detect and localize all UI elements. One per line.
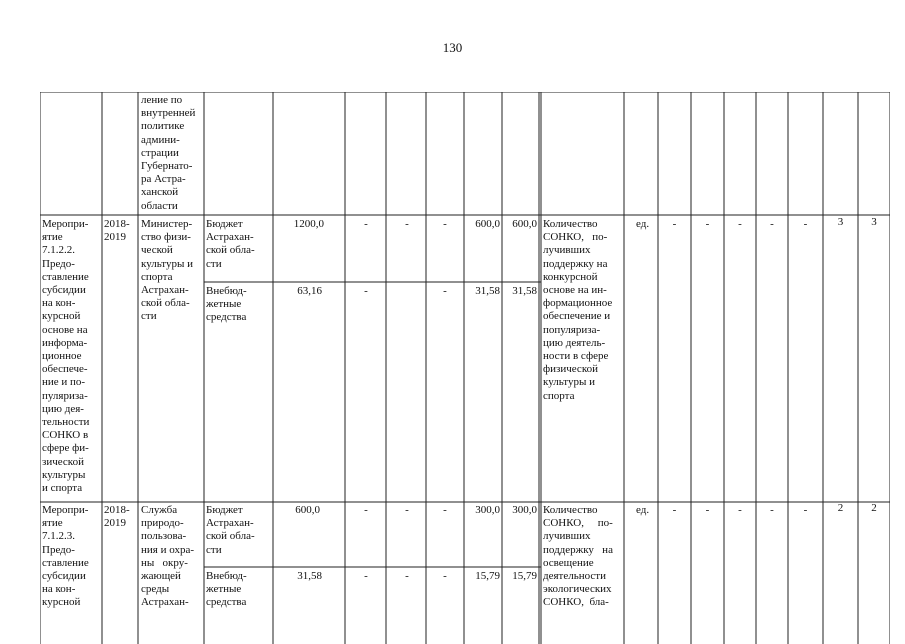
row2-value-2018: 2 — [837, 502, 844, 514]
row2-measure-name: Меропри- ятие 7.1.2.3. Предо- ставление субсидии на кон- курсной — [42, 504, 89, 609]
row1-extra-2019: 31,58 — [512, 285, 537, 297]
row1-measure-name: Меропри- ятие 7.1.2.2. Предо- ставление субсидии на кон- курсной основе на информа- ционное обеспече- ние и по- пуляриза- цию дея- тельности СОНКО в сфере фи- зической культуры и спорта — [42, 218, 90, 495]
row2-indicator-cell-4: - — [770, 504, 774, 516]
row1-budget-cell-1: - — [364, 218, 368, 230]
row1-indicator-cell-3: - — [738, 218, 742, 230]
row1-indicator-cell-4: - — [770, 218, 774, 230]
row2-indicator-cell-1: - — [672, 504, 677, 516]
row2-budget-source: Бюджет Астрахан- ской обла- сти — [206, 504, 255, 556]
row2-budget-cell-3: - — [443, 504, 447, 516]
program-table — [40, 92, 890, 644]
row1-extra-cell-1: - — [364, 285, 368, 297]
row2-extra-cell-2: - — [405, 570, 409, 582]
page-number: 130 — [442, 40, 463, 55]
row2-unit: ед. — [636, 504, 650, 516]
row1-budget-2018: 600,0 — [475, 218, 500, 230]
row1-budget-total: 1200,0 — [293, 218, 324, 230]
row1-value-2018: 3 — [837, 216, 844, 228]
row1-value-2019: 3 — [871, 216, 877, 228]
row1-extra-total: 63,16 — [297, 285, 322, 297]
row2-indicator-cell-3: - — [738, 504, 742, 516]
row2-budget-cell-2: - — [405, 504, 409, 516]
row1-indicator-cell-5: - — [803, 218, 808, 230]
row1-extra-cell-3: - — [443, 285, 447, 297]
row2-extra-cell-1: - — [364, 570, 368, 582]
row1-budget-source: Бюджет Астрахан- ской обла- сти — [206, 218, 255, 270]
row1-budget-cell-2: - — [405, 218, 409, 230]
row1-budget-2019: 600,0 — [512, 218, 537, 230]
row2-budget-2019: 300,0 — [512, 504, 537, 516]
row2-value-2019: 2 — [871, 502, 877, 514]
row2-budget-total: 600,0 — [295, 504, 320, 516]
row2-budget-cell-1: - — [364, 504, 368, 516]
row1-executor: Министер- ство физи- ческой культуры и спорта Астрахан- ской обла- сти — [141, 218, 193, 323]
row1-indicator-cell-1: - — [672, 218, 677, 230]
row2-budget-2018: 300,0 — [475, 504, 500, 516]
row1-years: 2018- 2019 — [104, 218, 130, 244]
row1-indicator-cell-2: - — [705, 218, 710, 230]
row2-executor: Служба природо- пользова- ния и охра- ны окру- жающей среды Астрахан- — [141, 504, 194, 609]
row1-extra-2018: 31,58 — [475, 285, 500, 297]
row2-extra-cell-3: - — [443, 570, 447, 582]
row2-years: 2018- 2019 — [104, 504, 130, 530]
row1-unit: ед. — [636, 218, 650, 230]
row2-indicator: Количество СОНКО, по- лучивших поддержку на освещение деятельности экологических СОНКО, бла- — [543, 504, 613, 609]
row2-indicator-cell-2: - — [705, 504, 710, 516]
row1-indicator: Количество СОНКО, по- лучивших поддержку на конкурсной основе на ин- формационное обеспечение и популяриза- цию деятель- ности в сфере физической культуры и спорта — [543, 218, 613, 402]
row2-extra-2019: 15,79 — [512, 570, 537, 582]
row1-budget-cell-3: - — [443, 218, 447, 230]
top-row-responsible: ление по внутренней политике админи- страции Губернато- ра Астра- ханской области — [141, 94, 196, 212]
row1-extra-source: Внебюд- жетные средства — [206, 285, 247, 324]
row2-extra-total: 31,58 — [297, 570, 322, 582]
row2-extra-2018: 15,79 — [475, 570, 500, 582]
row2-extra-source: Внебюд- жетные средства — [206, 570, 247, 609]
row2-indicator-cell-5: - — [803, 504, 808, 516]
